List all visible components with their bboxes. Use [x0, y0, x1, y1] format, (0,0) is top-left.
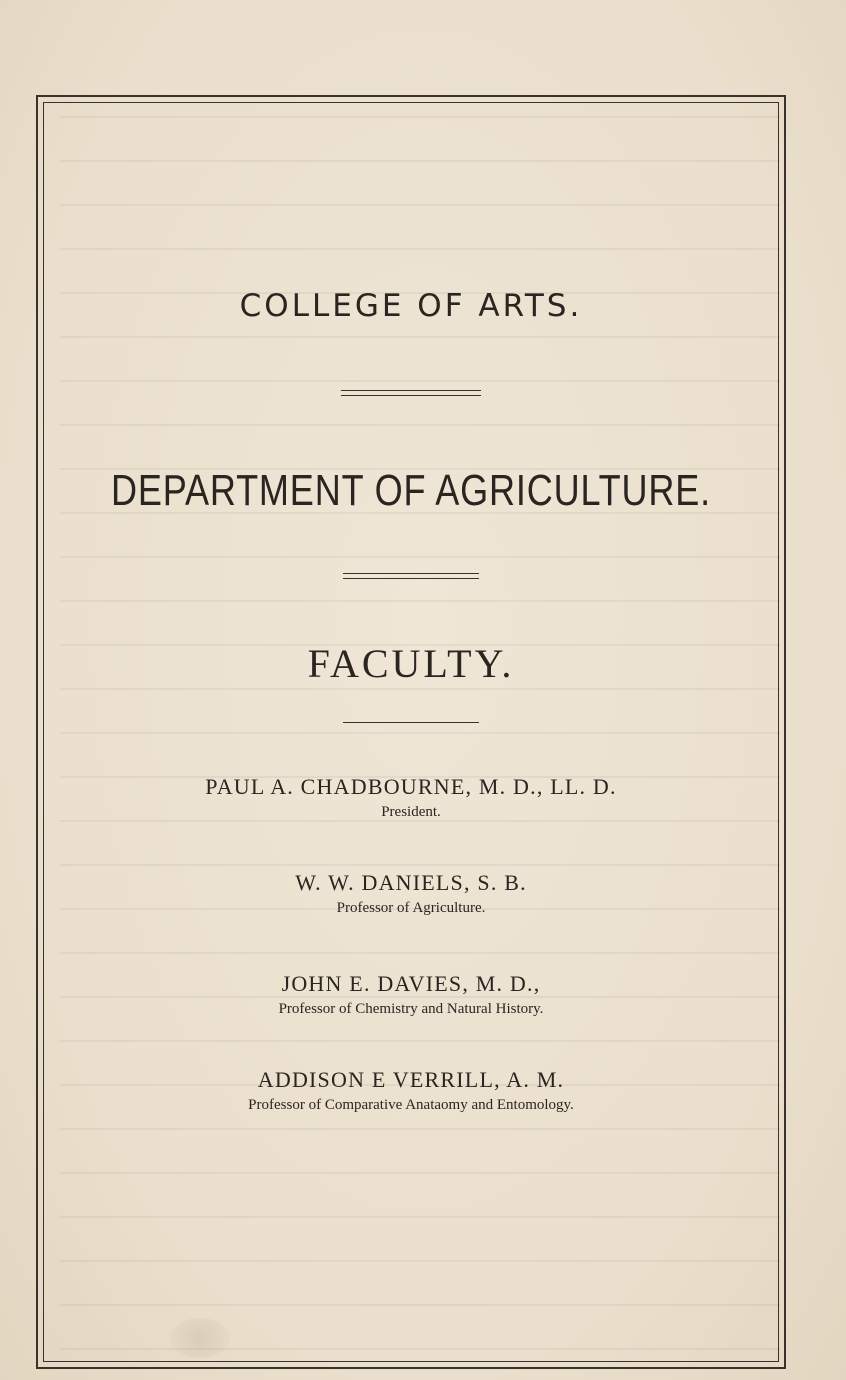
faculty-name: PAUL A. CHADBOURNE, M. D., LL. D. [205, 774, 617, 799]
single-rule-divider [343, 722, 479, 723]
faculty-name: W. W. DANIELS, S. B. [295, 870, 527, 895]
faculty-title: President. [381, 804, 441, 820]
faculty-name: ADDISON E VERRILL, A. M. [257, 1067, 565, 1092]
faculty-heading: FACULTY. [307, 641, 515, 686]
double-rule-divider [341, 390, 481, 396]
faculty-title: Professor of Comparative Anataomy and Entomology. [248, 1097, 574, 1113]
department-heading: DEPARTMENT OF AGRICULTURE. [110, 466, 712, 515]
faculty-name: JOHN E. DAVIES, M. D., [281, 971, 541, 996]
paper-stain [170, 1318, 230, 1358]
faculty-title: Professor of Agriculture. [336, 900, 486, 916]
faculty-entry [43, 971, 779, 1018]
double-rule-divider [343, 573, 479, 579]
faculty-entry [43, 774, 779, 821]
college-heading: COLLEGE OF ARTS. [239, 288, 583, 324]
faculty-entry [43, 870, 779, 917]
faculty-title: Professor of Chemistry and Natural History. [278, 1001, 544, 1017]
faculty-entry [43, 1067, 779, 1114]
